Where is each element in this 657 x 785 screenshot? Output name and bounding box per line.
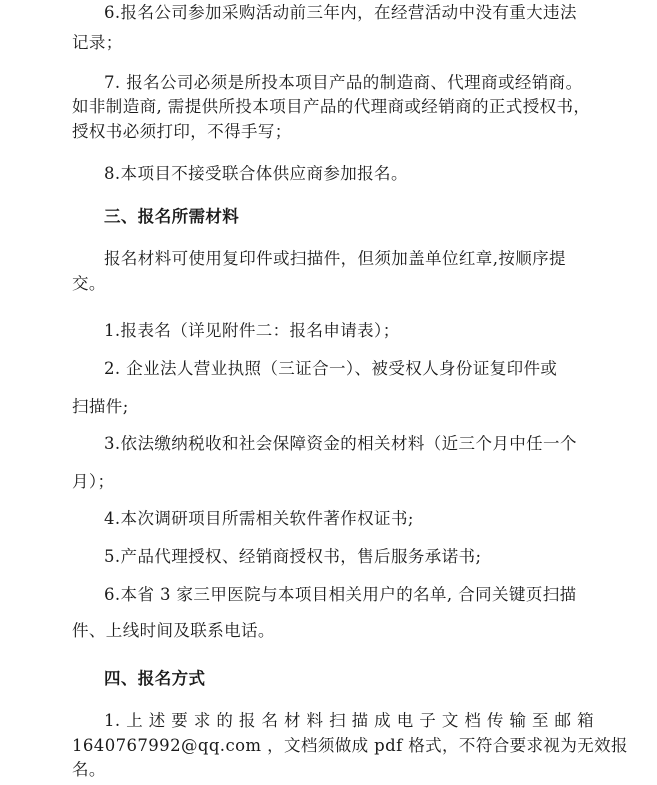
text-line-item6-part2: 记录；: [72, 33, 123, 52]
text-line-method-1-part2: 1640767992@qq.com ，文档须做成 pdf 格式，不符合要求视为无效报: [72, 736, 628, 755]
text-line-material-6-part1: 6.本省 3 家三甲医院与本项目相关用户的名单, 合同关键页扫描: [104, 585, 577, 604]
text-line-item7-part3: 授权书必须打印，不得手写；: [72, 122, 292, 141]
text-line-item6-part1: 6.报名公司参加采购活动前三年内，在经营活动中没有重大违法: [104, 3, 577, 22]
text-line-material-6-part2: 件、上线时间及联系电话。: [72, 621, 275, 640]
text-line-material-1: 1.报表名（详见附件二：报名申请表）；: [104, 321, 400, 340]
text-line-method-1-part1: 1. 上 述 要 求 的 报 名 材 料 扫 描 成 电 子 文 档 传 输 至 邮 箱: [104, 711, 594, 730]
text-line-material-2-part1: 2. 企业法人营业执照（三证合一）、被受权人身份证复印件或: [104, 359, 558, 378]
text-line-material-3-part2: 月）；: [72, 472, 115, 491]
text-line-material-2-part2: 扫描件;: [72, 397, 129, 416]
section-heading-method: 四、报名方式: [104, 669, 206, 688]
text-line-material-5: 5.产品代理授权、经销商授权书，售后服务承诺书;: [104, 547, 482, 566]
text-line-item7-part2: 如非制造商, 需提供所投本项目产品的代理商或经销商的正式授权书，: [72, 97, 591, 116]
text-line-materials-intro-part2: 交。: [72, 274, 106, 293]
text-line-item7-part1: 7. 报名公司必须是所投本项目产品的制造商、代理商或经销商。: [104, 73, 583, 92]
text-line-method-1-part3: 名。: [72, 760, 106, 779]
text-line-item8: 8.本项目不接受联合体供应商参加报名。: [104, 164, 408, 183]
text-line-materials-intro-part1: 报名材料可使用复印件或扫描件，但须加盖单位红章,按顺序提: [104, 249, 566, 268]
section-heading-materials: 三、报名所需材料: [104, 207, 240, 226]
text-line-material-3-part1: 3.依法缴纳税收和社会保障资金的相关材料（近三个月中任一个: [104, 434, 577, 453]
text-line-material-4: 4.本次调研项目所需相关软件著作权证书;: [104, 509, 414, 528]
